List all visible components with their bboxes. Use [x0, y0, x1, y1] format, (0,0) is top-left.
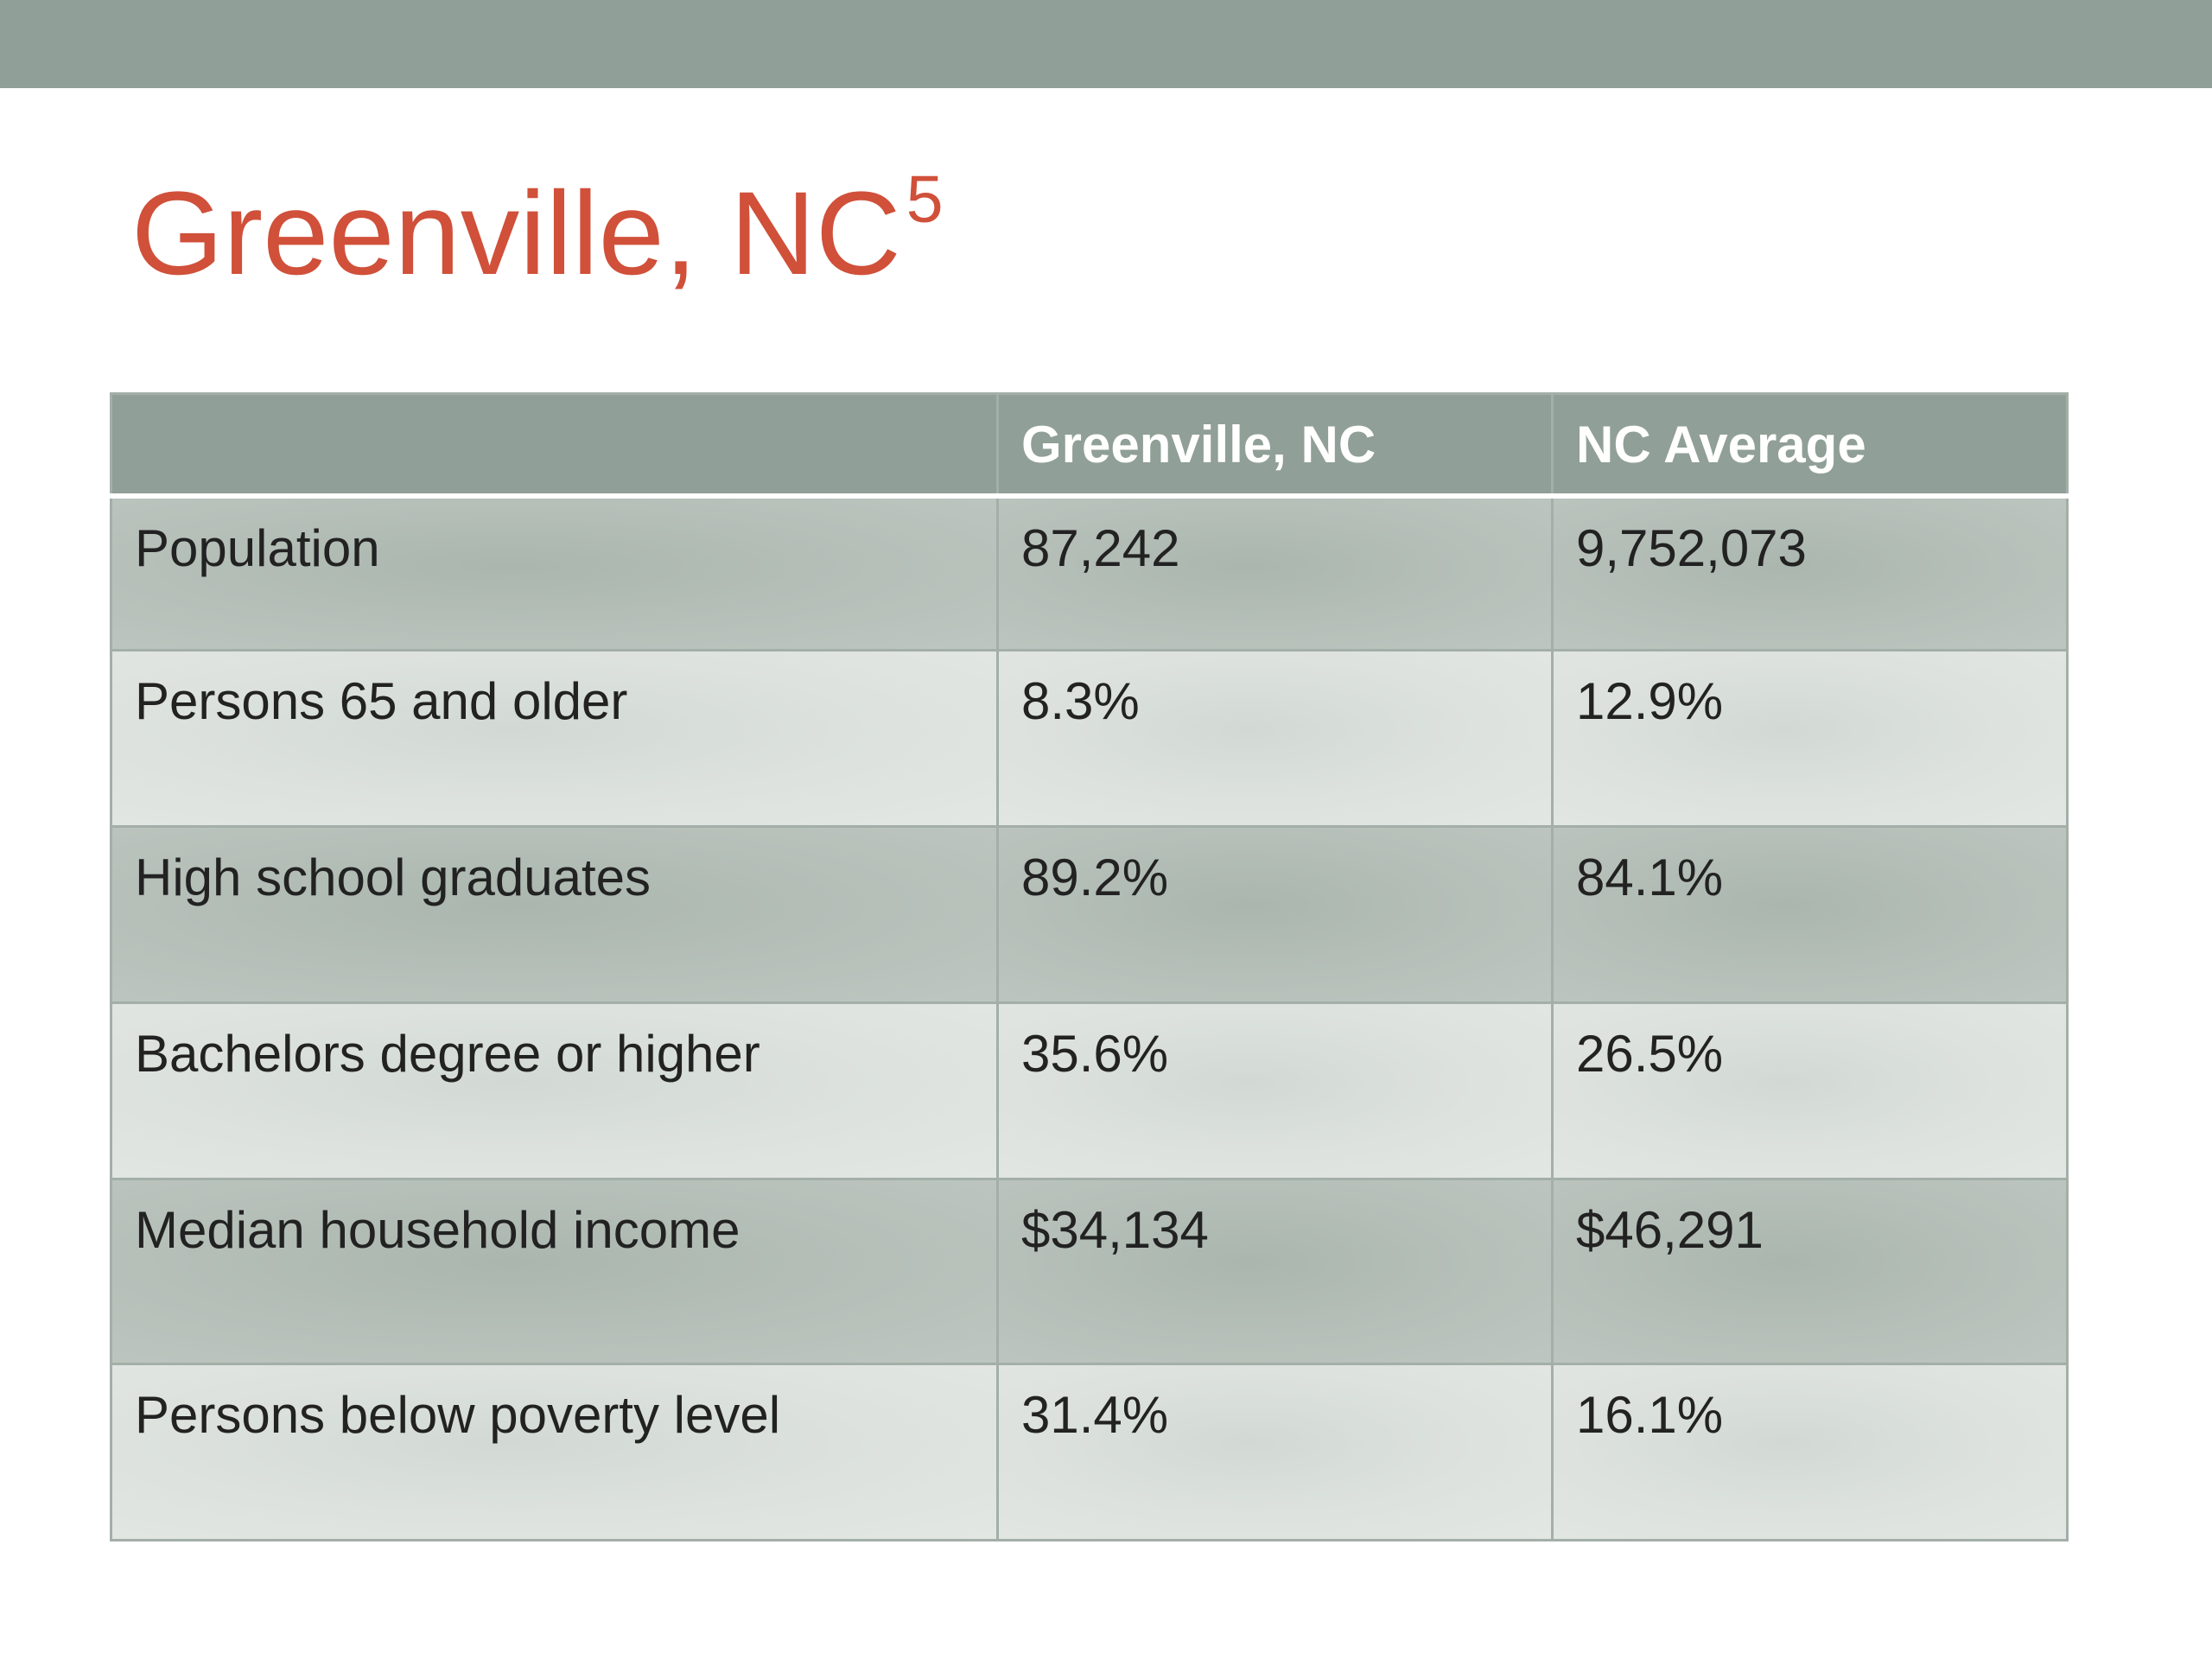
- greenville-value: 87,242: [998, 496, 1553, 650]
- greenville-value: 35.6%: [998, 1002, 1553, 1179]
- table-row: [111, 496, 2068, 650]
- greenville-value: 89.2%: [998, 826, 1553, 1002]
- greenville-value: $34,134: [998, 1179, 1553, 1363]
- nc-average-value: 16.1%: [1553, 1363, 2068, 1540]
- nc-average-value: 26.5%: [1553, 1002, 2068, 1179]
- header-greenville: Greenville, NC: [998, 394, 1553, 497]
- slide-title-text: Greenville, NC: [131, 168, 901, 300]
- greenville-value: 8.3%: [998, 650, 1553, 826]
- title-footnote-marker: 5: [906, 162, 944, 237]
- table-row: [111, 650, 2068, 826]
- row-label: High school graduates: [111, 826, 998, 1002]
- row-label: Population: [111, 496, 998, 650]
- row-label: Persons below poverty level: [111, 1363, 998, 1540]
- row-label: Persons 65 and older: [111, 650, 998, 826]
- nc-average-value: 12.9%: [1553, 650, 2068, 826]
- nc-average-value: $46,291: [1553, 1179, 2068, 1363]
- table-row: [111, 1363, 2068, 1540]
- top-accent-band: [0, 0, 2212, 88]
- table-header-row: [111, 394, 2068, 497]
- table-row: [111, 826, 2068, 1002]
- row-label: Median household income: [111, 1179, 998, 1363]
- table-row: [111, 1002, 2068, 1179]
- table-row: [111, 1179, 2068, 1363]
- greenville-value: 31.4%: [998, 1363, 1553, 1540]
- header-empty-cell: [111, 394, 998, 497]
- slide-title: [131, 162, 944, 300]
- row-label: Bachelors degree or higher: [111, 1002, 998, 1179]
- comparison-table: [110, 392, 2069, 1541]
- header-nc-average: NC Average: [1553, 394, 2068, 497]
- nc-average-value: 84.1%: [1553, 826, 2068, 1002]
- nc-average-value: 9,752,073: [1553, 496, 2068, 650]
